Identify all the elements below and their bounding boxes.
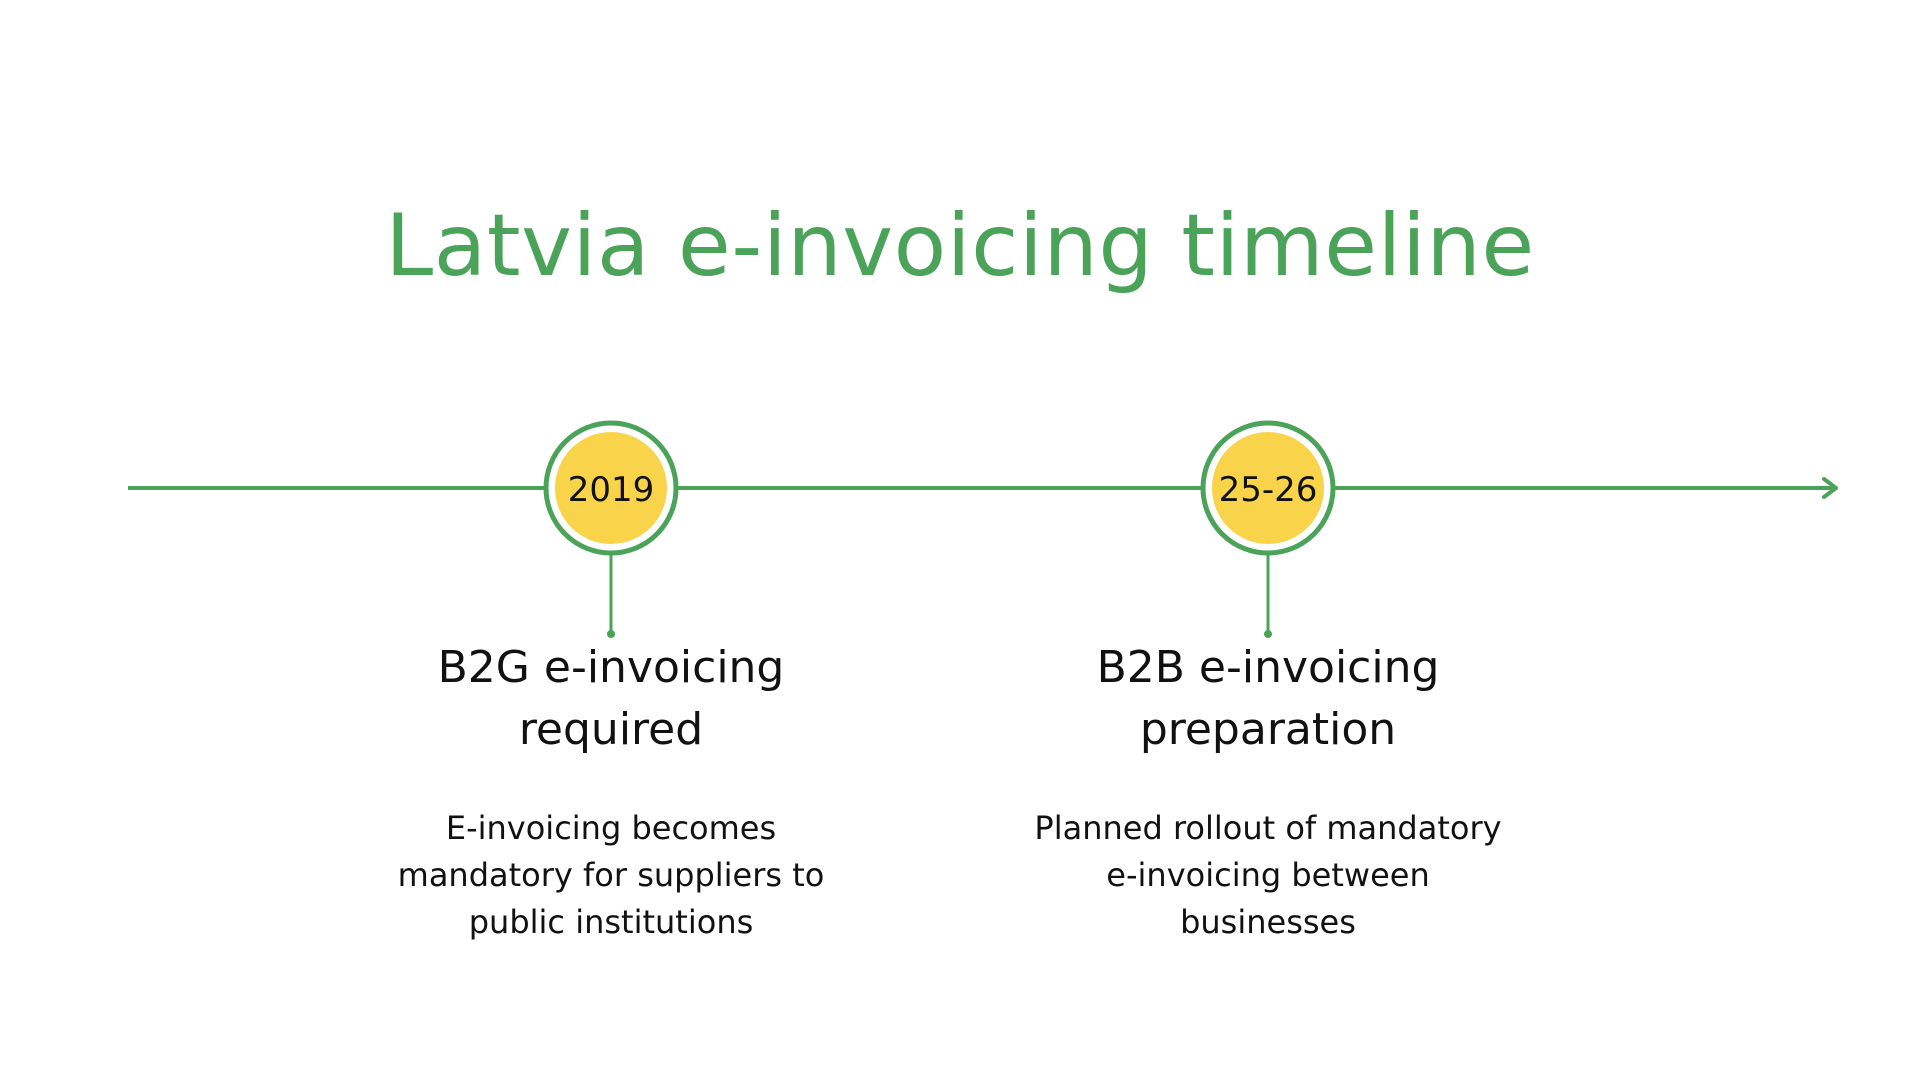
milestone-2-year: 25-26: [1218, 470, 1318, 510]
milestone-2-title-line-1: B2B e-invoicing: [1096, 642, 1440, 693]
milestone-1-description: [361, 805, 861, 946]
milestone-2-title: [1018, 637, 1518, 761]
milestone-1-title-line-1: B2G e-invoicing: [437, 642, 785, 693]
milestone-2-title-line-2: preparation: [1139, 704, 1397, 755]
milestone-1-description-line-2: mandatory for suppliers to: [397, 856, 825, 894]
milestone-1-title-line-2: required: [518, 704, 704, 755]
milestone-2-description-line-2: e-invoicing between: [1106, 856, 1430, 894]
milestone-1-year: 2019: [567, 470, 655, 510]
milestone-2-description: [1018, 805, 1518, 946]
milestone-1-description-line-3: public institutions: [468, 903, 754, 941]
milestone-1-description-line-1: E-invoicing becomes: [445, 809, 777, 847]
milestone-2-description-line-1: Planned rollout of mandatory: [1034, 809, 1502, 847]
page-title: Latvia e-invoicing timeline: [385, 196, 1535, 296]
milestone-2-description-line-3: businesses: [1180, 903, 1356, 941]
milestone-1-title: [361, 637, 861, 761]
